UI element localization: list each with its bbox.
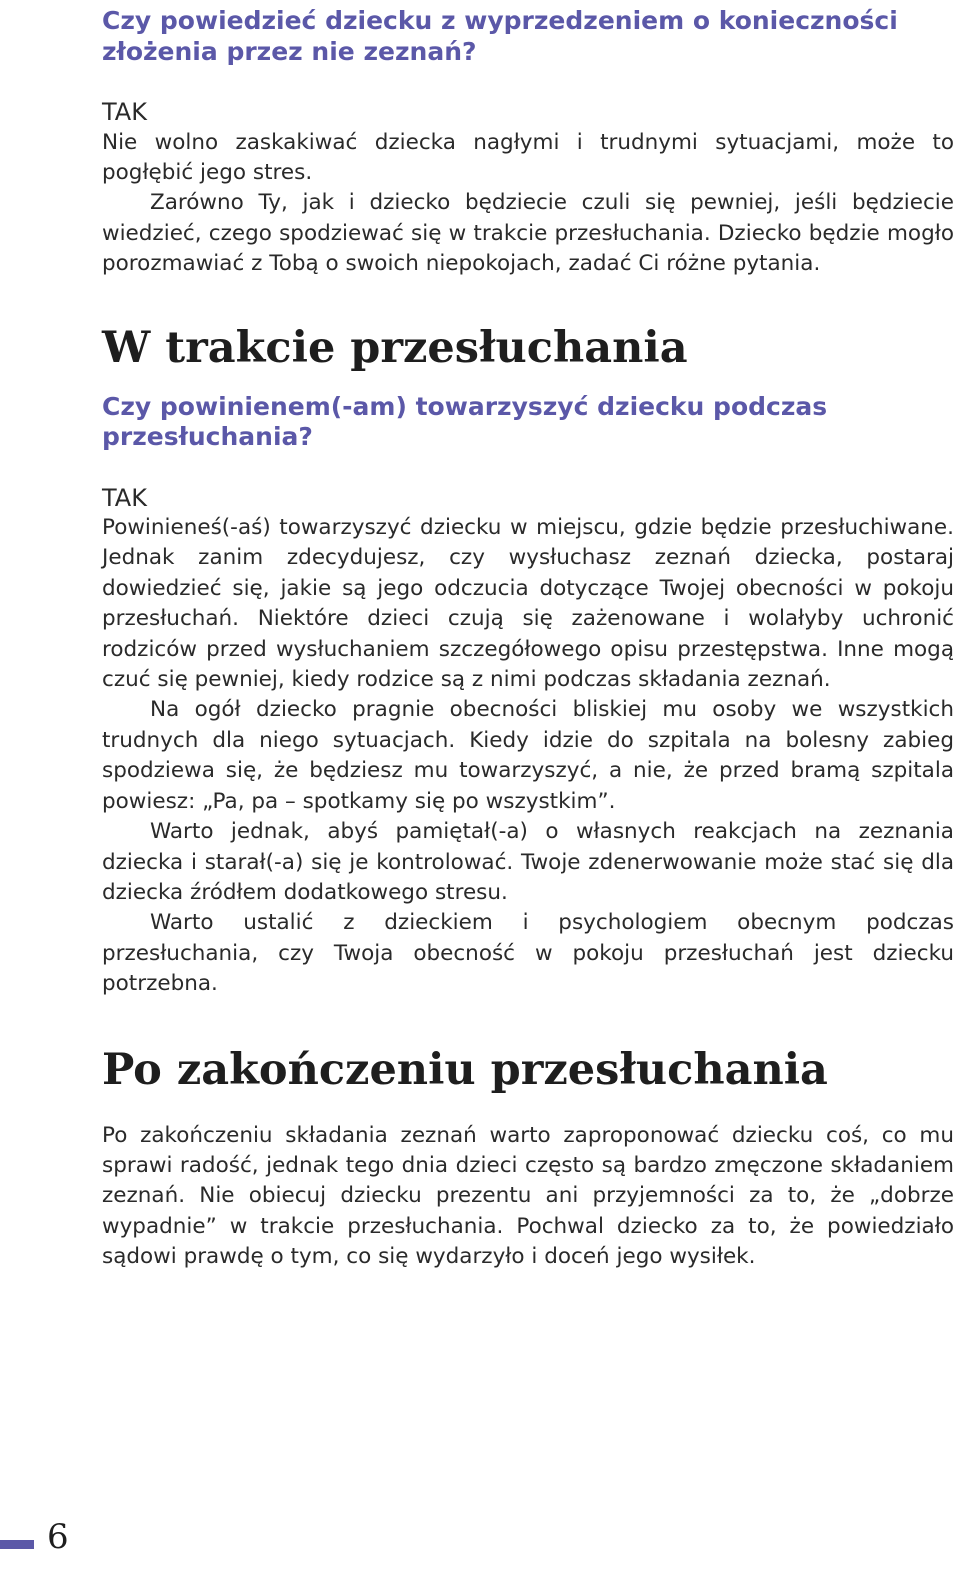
page-marker-bar — [0, 1540, 34, 1549]
section-heading-during: W trakcie przesłuchania — [102, 322, 688, 373]
during-paragraph-3: Warto jednak, abyś pamiętał(-a) o własnych reakcjach na zeznania dziecka i starał(-a) się je kontrolować. Twoje zdenerwowanie może stać się dla dziecka źródłem dodatkowego stresu. — [102, 819, 954, 905]
question-prep: Czy powiedzieć dziecku z wyprzedzeniem o konieczności złożenia przez nie zeznań? — [102, 6, 898, 66]
page-content — [102, 0, 954, 1273]
prep-paragraph-2: Zarówno Ty, jak i dziecko będziecie czuli się pewniej, jeśli będziecie wiedzieć, czego spodziewać się w trakcie przesłuchania. Dziecko będzie mogło porozmawiać z Tobą o swoich niepokojach, zadać Ci różne pytania. — [102, 190, 954, 277]
section-heading-after: Po zakończeniu przesłuchania — [102, 1044, 828, 1095]
during-paragraph-2: Na ogół dziecko pragnie obecności bliskiej mu osoby we wszystkich trudnych dla niego sytuacjach. Kiedy idzie do szpitala na bolesny zabieg spodziewa się, że będziesz mu towarzyszyć, a nie, że przed bramą szpitala powiesz: „Pa, pa – spotkamy się po wszystkim”. — [102, 697, 954, 814]
prep-paragraph-1: Nie wolno zaskakiwać dziecka nagłymi i trudnymi sytuacjami, może to pogłębić jego stres. — [102, 129, 954, 185]
question-during: Czy powinienem(-am) towarzyszyć dziecku podczas przesłuchania? — [102, 391, 828, 452]
after-paragraph-1: Po zakończeniu składania zeznań warto zaproponować dziecku coś, co mu sprawi radość, jednak tego dnia dzieci często są bardzo zmęczone składaniem zeznań. Nie obiecuj dziecku prezentu ani przyjemności za to, że „dobrze wypadnie” w trakcie przesłuchania. Pochwal dziecko za to, że powiedziało sądowi prawdę o tym, co się wydarzyło i doceń jego wysiłek. — [102, 1122, 954, 1270]
during-paragraph-4: Warto ustalić z dzieckiem i psychologiem obecnym podczas przesłuchania, czy Twoja obecność w pokoju przesłuchań jest dziecku potrzebna. — [102, 910, 954, 997]
answer-prep: TAK — [102, 98, 147, 126]
during-paragraph-1: Powinieneś(-aś) towarzyszyć dziecku w miejscu, gdzie będzie przesłuchiwane. Jednak zanim zdecydujesz, czy wysłuchasz zeznań dziecka, postaraj dowiedzieć się, jakie są jego odczucia dotyczące Twojej obecności w pokoju przesłuchań. Niektóre dzieci czują się zażenowane i wolałyby uchronić rodziców przed wysłuchaniem szczegółowego opisu przestępstwa. Inne mogą czuć się pewniej, kiedy rodzice są z nimi podczas składania zeznań. — [102, 515, 954, 693]
answer-during: TAK — [102, 483, 147, 512]
page-number: 6 — [47, 1517, 69, 1557]
page-footer — [0, 1509, 120, 1569]
